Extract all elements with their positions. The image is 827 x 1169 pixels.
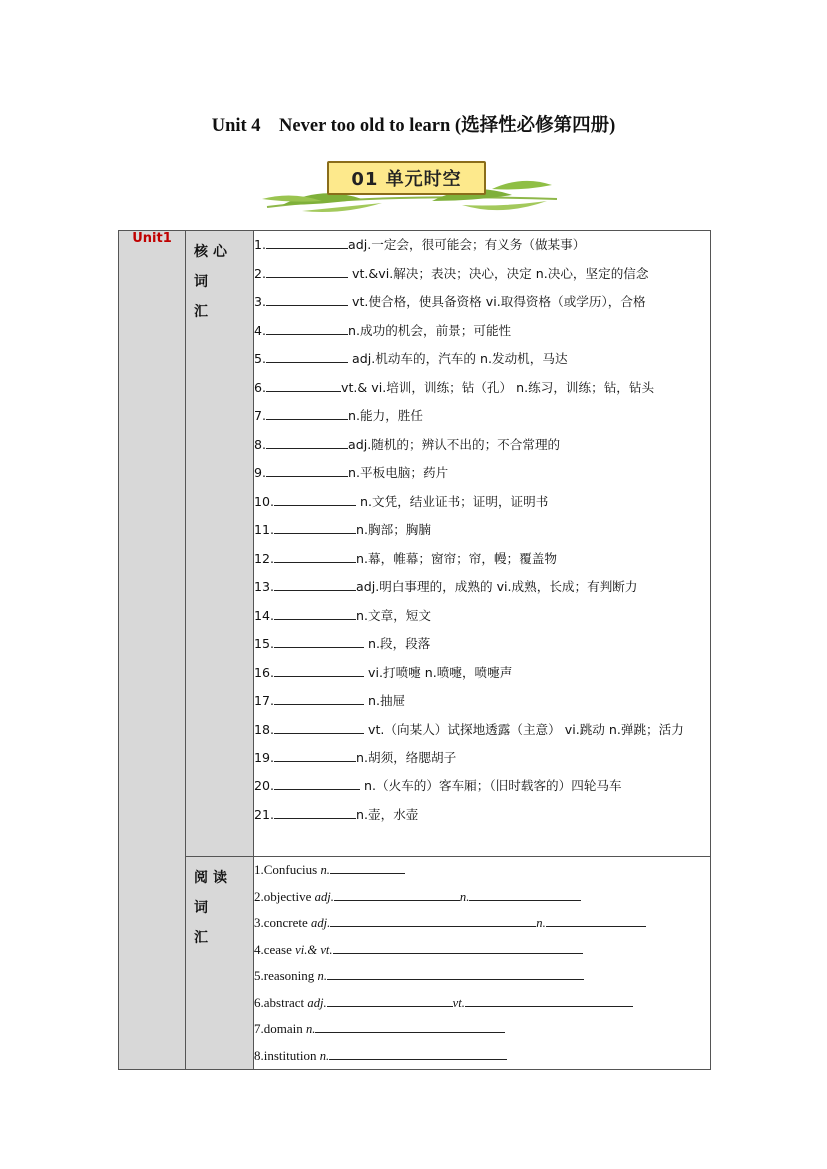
part-of-speech: n. — [536, 916, 546, 930]
item-number: 5. — [254, 351, 267, 366]
answer-blank[interactable] — [274, 662, 364, 677]
item-definition: n.幕，帷幕；窗帘；帘，幔；覆盖物 — [356, 550, 557, 566]
core-vocab-item — [254, 345, 710, 374]
answer-blank[interactable] — [334, 886, 460, 901]
answer-blank[interactable] — [266, 234, 348, 249]
answer-blank[interactable] — [266, 377, 341, 392]
item-definition: n.能力，胜任 — [348, 408, 423, 423]
item-definition: n.段，段落 — [364, 636, 431, 651]
item-number: 19. — [254, 749, 275, 765]
item-definition: adj.明白事理的，成熟的 vi.成熟，长成；有判断力 — [356, 579, 638, 594]
core-vocab-item — [254, 687, 710, 716]
answer-blank[interactable] — [274, 775, 360, 790]
item-definition: n.文章，短文 — [356, 607, 431, 623]
core-vocab-item — [254, 402, 710, 431]
answer-blank[interactable] — [465, 992, 633, 1007]
answer-blank[interactable] — [266, 462, 348, 477]
unit-cell: Unit1 — [119, 231, 186, 1070]
answer-blank[interactable] — [333, 939, 583, 954]
vocab-word: 3.concrete — [254, 915, 312, 930]
answer-blank[interactable] — [274, 548, 356, 563]
item-number: 20. — [254, 778, 275, 793]
item-definition: n.（火车的）客车厢；（旧时载客的）四轮马车 — [360, 778, 622, 793]
core-vocab-item — [254, 516, 710, 545]
vocab-word: 4.cease — [254, 941, 296, 957]
answer-blank[interactable] — [274, 576, 356, 591]
core-vocab-item — [254, 488, 710, 517]
item-definition: vt.&vi.解决；表决；决心，决定 n.决心，坚定的信念 — [348, 265, 649, 281]
answer-blank[interactable] — [274, 491, 356, 506]
core-vocab-item — [254, 431, 710, 460]
item-number: 4. — [254, 322, 267, 338]
core-vocab-item — [254, 716, 710, 744]
reading-vocab-list — [254, 857, 711, 1070]
item-definition: adj.一定会，很可能会；有义务（做某事） — [348, 237, 586, 252]
answer-blank[interactable] — [469, 886, 581, 901]
core-vocab-item — [254, 545, 710, 574]
part-of-speech: n. — [317, 969, 327, 983]
answer-blank[interactable] — [266, 434, 348, 449]
reading-vocab-item — [254, 910, 710, 937]
item-definition: n.抽屉 — [364, 693, 406, 708]
vocabulary-table — [118, 230, 711, 1070]
core-vocab-item — [254, 744, 710, 773]
item-definition: n.平板电脑；药片 — [348, 465, 449, 480]
answer-blank[interactable] — [327, 965, 584, 980]
part-of-speech: adj. — [311, 916, 331, 930]
banner-label: 01 单元时空 — [327, 161, 486, 195]
item-number: 9. — [254, 465, 267, 480]
core-vocab-item — [254, 573, 710, 602]
core-vocab-item — [254, 801, 710, 830]
item-definition: vt.（向某人）试探地透露（主意） vi.跳动 n.弹跳；活力 — [364, 721, 684, 737]
item-number: 14. — [254, 607, 275, 623]
core-vocab-item — [254, 260, 710, 289]
core-vocab-item — [254, 288, 710, 317]
item-definition: adj.机动车的，汽车的 n.发动机，马达 — [348, 351, 568, 366]
vocab-word: 6.abstract — [254, 994, 308, 1010]
item-number: 15. — [254, 636, 275, 651]
reading-vocab-item — [254, 1043, 710, 1070]
reading-vocab-item — [254, 937, 710, 964]
item-number: 18. — [254, 721, 275, 737]
reading-vocab-item — [254, 990, 710, 1017]
reading-vocab-item — [254, 963, 710, 990]
part-of-speech: adj. — [307, 995, 327, 1010]
item-number: 6. — [254, 379, 267, 395]
answer-blank[interactable] — [266, 348, 348, 363]
core-vocab-item — [254, 231, 710, 260]
answer-blank[interactable] — [274, 719, 364, 734]
answer-blank[interactable] — [327, 992, 453, 1007]
part-of-speech: vt. — [452, 995, 465, 1010]
reading-vocab-item — [254, 884, 710, 911]
section-banner — [262, 155, 562, 217]
core-vocab-item — [254, 602, 710, 631]
answer-blank[interactable] — [266, 291, 348, 306]
part-of-speech: adj. — [314, 889, 334, 904]
answer-blank[interactable] — [315, 1018, 505, 1033]
core-vocab-item — [254, 317, 710, 346]
answer-blank[interactable] — [329, 1045, 507, 1060]
answer-blank[interactable] — [274, 747, 356, 762]
reading-vocab-item — [254, 857, 710, 884]
answer-blank[interactable] — [274, 633, 364, 648]
item-definition: n.胡须，络腮胡子 — [356, 749, 457, 765]
reading-vocab-label: 阅读词 汇 — [186, 857, 254, 1070]
part-of-speech: n. — [320, 863, 330, 877]
core-vocab-item — [254, 659, 710, 688]
item-definition: n.成功的机会，前景；可能性 — [348, 322, 512, 338]
item-number: 7. — [254, 408, 267, 423]
item-number: 21. — [254, 806, 275, 822]
answer-blank[interactable] — [274, 690, 364, 705]
part-of-speech: vi.& vt. — [295, 942, 333, 957]
item-number: 16. — [254, 664, 275, 680]
vocab-word: 2.objective — [254, 888, 315, 904]
answer-blank[interactable] — [546, 912, 646, 927]
reading-vocab-item — [254, 1016, 710, 1043]
vocab-word: 5.reasoning — [254, 968, 318, 983]
item-number: 13. — [254, 579, 275, 594]
item-definition: n.壶，水壶 — [356, 806, 419, 822]
answer-blank[interactable] — [266, 405, 348, 420]
page-title: Unit 4 Never too old to learn (选择性必修第四册) — [211, 116, 616, 136]
part-of-speech: n. — [306, 1022, 316, 1036]
item-number: 2. — [254, 265, 267, 281]
core-vocab-label: 核心词 汇 — [186, 231, 254, 857]
answer-blank[interactable] — [274, 605, 356, 620]
answer-blank[interactable] — [330, 912, 536, 927]
vocab-word: 7.domain — [254, 1021, 306, 1036]
item-definition: n.文凭，结业证书；证明，证明书 — [356, 493, 549, 509]
core-vocab-item — [254, 772, 710, 801]
core-vocab-item — [254, 374, 710, 403]
item-number: 11. — [254, 522, 275, 537]
core-vocab-list — [254, 231, 711, 857]
item-definition: vt.使合格，使具备资格 vi.取得资格（或学历），合格 — [348, 294, 646, 309]
part-of-speech: n. — [319, 1048, 330, 1063]
item-number: 3. — [254, 294, 267, 309]
core-vocab-item — [254, 630, 710, 659]
answer-blank[interactable] — [266, 320, 348, 335]
item-definition: n.胸部；胸腩 — [356, 522, 431, 537]
answer-blank[interactable] — [274, 804, 356, 819]
item-number: 10. — [254, 493, 275, 509]
part-of-speech: n. — [459, 889, 470, 904]
item-number: 17. — [254, 693, 275, 708]
core-vocab-item — [254, 459, 710, 488]
answer-blank[interactable] — [266, 263, 348, 278]
answer-blank[interactable] — [330, 859, 405, 874]
vocab-word: 1.Confucius — [254, 862, 321, 877]
item-definition: vt.& vi.培训，训练；钻（孔） n.练习，训练；钻，钻头 — [341, 379, 655, 395]
item-number: 12. — [254, 550, 275, 566]
answer-blank[interactable] — [274, 519, 356, 534]
item-definition: vi.打喷嚏 n.喷嚏，喷嚏声 — [364, 664, 513, 680]
vocab-word: 8.institution — [254, 1047, 320, 1063]
item-number: 1. — [254, 237, 267, 252]
item-number: 8. — [254, 436, 267, 452]
item-definition: adj.随机的；辨认不出的；不合常理的 — [348, 436, 561, 452]
